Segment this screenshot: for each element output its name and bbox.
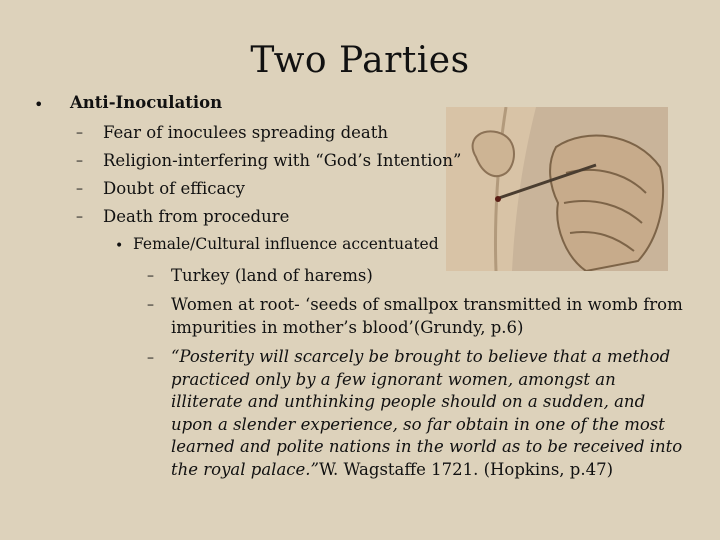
quote-citation: W. Wagstaffe 1721. (Hopkins, p.47) — [318, 459, 614, 479]
photo-illustration — [446, 107, 668, 271]
dash-marker: – — [147, 350, 154, 366]
level2-item: Doubt of efficacy — [103, 179, 245, 198]
level2-item: Religion-interfering with “God’s Intention” — [103, 151, 462, 170]
bullet-dot: • — [115, 238, 124, 254]
level2-item: Death from procedure — [103, 207, 290, 226]
inoculation-hand-photo-icon — [446, 107, 668, 271]
bullet-dot: • — [34, 95, 44, 114]
dash-marker: – — [76, 153, 83, 169]
level4-item: Women at root- ‘seeds of smallpox transmitted in womb from — [171, 295, 683, 314]
dash-marker: – — [147, 268, 154, 284]
dash-marker: – — [147, 297, 154, 313]
level4-item-continued: impurities in mother’s blood’(Grundy, p.6) — [171, 318, 524, 337]
dash-marker: – — [76, 181, 83, 197]
dash-marker: – — [76, 125, 83, 141]
level4-item: Turkey (land of harems) — [171, 266, 373, 285]
level2-item: Fear of inoculees spreading death — [103, 123, 389, 142]
main-bullet-text: Anti-Inoculation — [70, 93, 223, 112]
slide-title: Two Parties — [250, 40, 470, 81]
level3-item: Female/Cultural influence accentuated — [133, 235, 439, 253]
dash-marker: – — [76, 209, 83, 225]
quote-block — [171, 346, 691, 482]
quote-text: “Posterity will scarcely be brought to believe that a method practiced only by a few ignorant women, amongst an illiterate and unthinking people should on a sudden, and upon a slender experience, so far obtain in one of the most learned and polite nations in the world as to be received into the royal palace.” — [171, 347, 683, 479]
